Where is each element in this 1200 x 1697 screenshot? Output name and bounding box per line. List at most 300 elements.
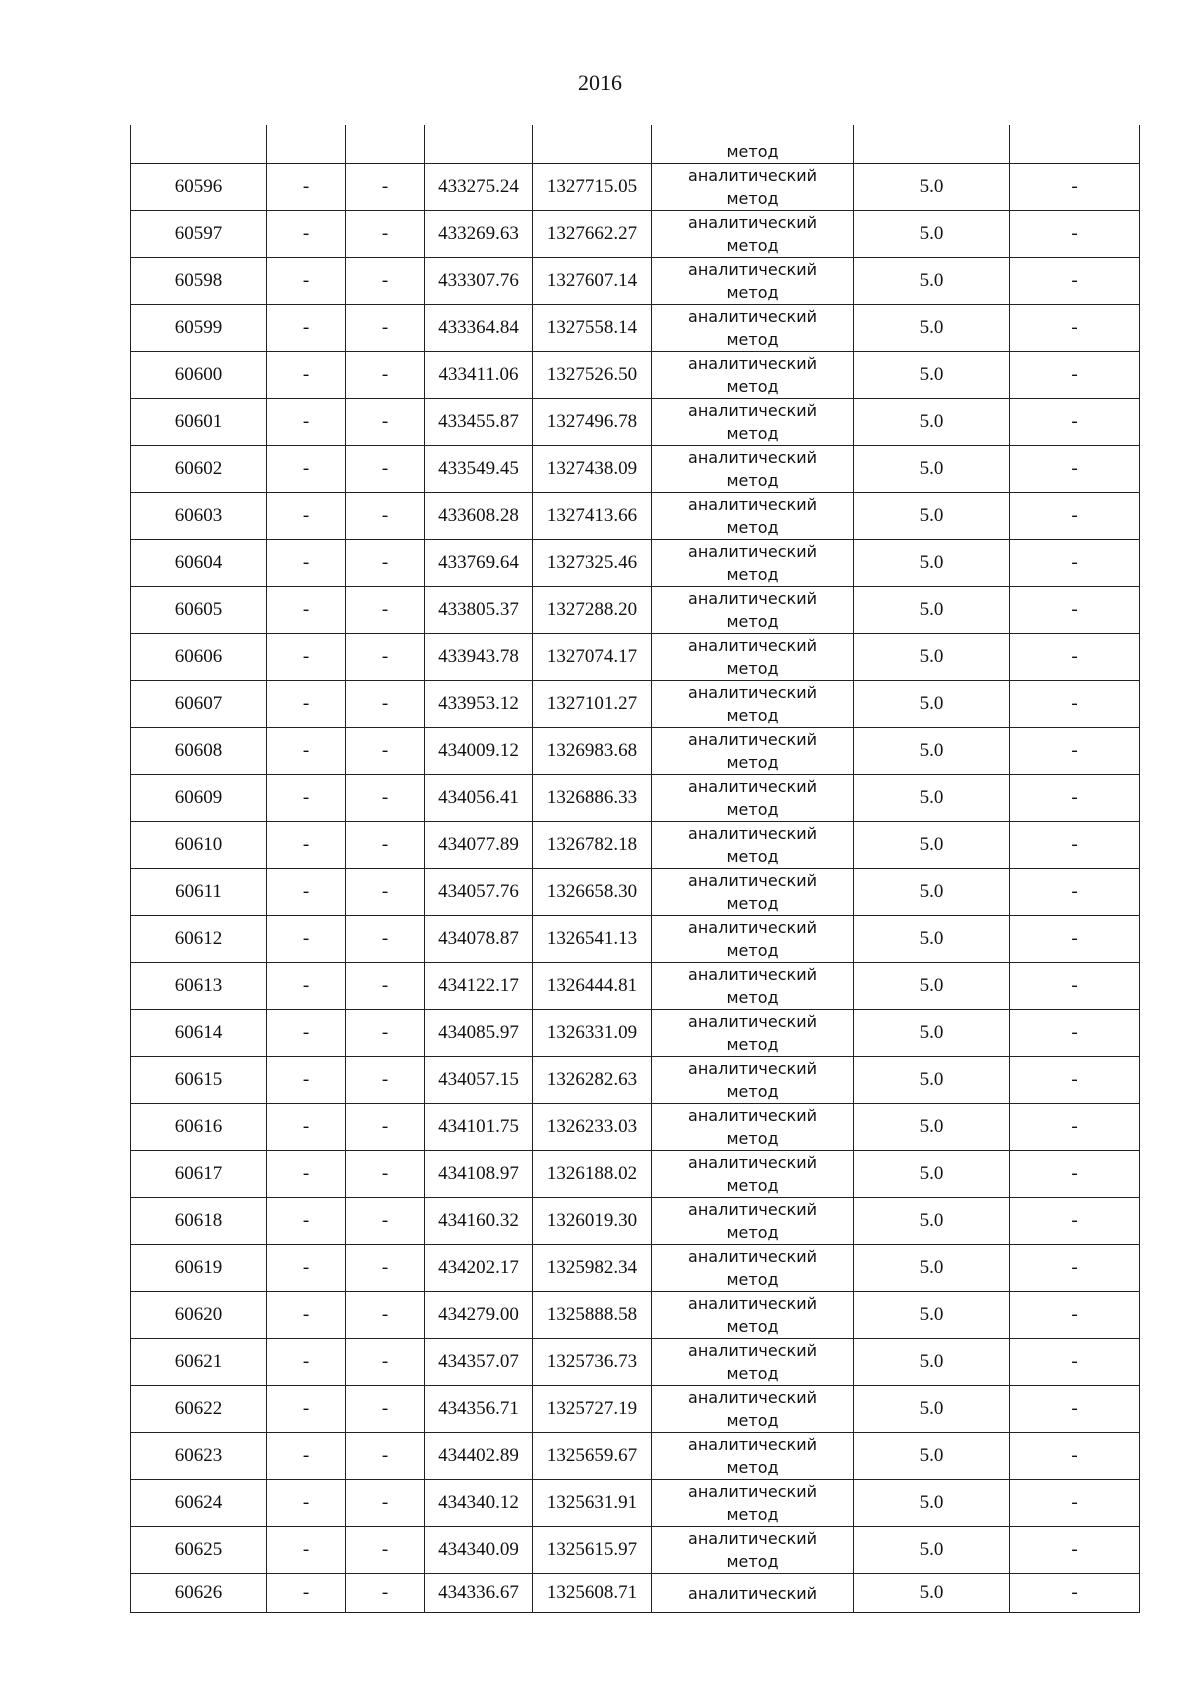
cell-method: [652, 1480, 854, 1527]
cell-y: 1326444.81: [533, 963, 652, 1010]
cell-accuracy: [854, 125, 1010, 164]
table-row: [131, 775, 1140, 822]
cell-accuracy: 5.0: [854, 305, 1010, 352]
cell-col3: -: [346, 1433, 425, 1480]
method-line-1: аналитический: [688, 1388, 817, 1407]
cell-point: 60596: [131, 164, 267, 211]
cell-note: -: [1010, 963, 1140, 1010]
cell-col3: -: [346, 869, 425, 916]
method-line-2: метод: [726, 565, 779, 584]
cell-y: 1325608.71: [533, 1574, 652, 1613]
cell-point: 60613: [131, 963, 267, 1010]
cell-col3: -: [346, 1480, 425, 1527]
cell-note: -: [1010, 822, 1140, 869]
cell-col2: -: [267, 1339, 346, 1386]
cell-col2: -: [267, 1527, 346, 1574]
table-row: [131, 1292, 1140, 1339]
method-line-2: метод: [726, 894, 779, 913]
cell-col3: -: [346, 1104, 425, 1151]
cell-accuracy: 5.0: [854, 1574, 1010, 1613]
cell-x: 434009.12: [425, 728, 533, 775]
cell-accuracy: 5.0: [854, 1292, 1010, 1339]
cell-col3: -: [346, 916, 425, 963]
method-line-2: метод: [726, 1176, 779, 1195]
cell-note: -: [1010, 446, 1140, 493]
table-row: [131, 1339, 1140, 1386]
cell-y: 1326541.13: [533, 916, 652, 963]
cell-col2: -: [267, 822, 346, 869]
cell-x: 433608.28: [425, 493, 533, 540]
cell-method: [652, 1104, 854, 1151]
cell-method: [652, 916, 854, 963]
cell-y: 1325982.34: [533, 1245, 652, 1292]
cell-note: -: [1010, 1245, 1140, 1292]
cell-point: 60620: [131, 1292, 267, 1339]
cell-x: 434085.97: [425, 1010, 533, 1057]
method-line-1: аналитический: [688, 260, 817, 279]
cell-x: 434101.75: [425, 1104, 533, 1151]
cell-note: -: [1010, 587, 1140, 634]
table-row: [131, 258, 1140, 305]
cell-y: 1326782.18: [533, 822, 652, 869]
method-line-1: аналитический: [688, 401, 817, 420]
cell-col2: -: [267, 1386, 346, 1433]
method-line-1: аналитический: [688, 918, 817, 937]
table-row: [131, 1104, 1140, 1151]
cell-col3: [346, 125, 425, 164]
cell-y: 1327662.27: [533, 211, 652, 258]
cell-method: [652, 258, 854, 305]
cell-x: 434122.17: [425, 963, 533, 1010]
cell-col3: -: [346, 305, 425, 352]
cell-accuracy: 5.0: [854, 1057, 1010, 1104]
cell-col3: -: [346, 634, 425, 681]
method-line-1: аналитический: [688, 1059, 817, 1078]
method-line-2: метод: [726, 330, 779, 349]
cell-point: [131, 125, 267, 164]
cell-col3: -: [346, 1386, 425, 1433]
table-row: [131, 728, 1140, 775]
cell-accuracy: 5.0: [854, 1386, 1010, 1433]
cell-note: -: [1010, 1574, 1140, 1613]
cell-point: 60599: [131, 305, 267, 352]
method-line-1: аналитический: [688, 1106, 817, 1125]
cell-method: [652, 681, 854, 728]
cell-method: [652, 540, 854, 587]
method-line-1: аналитический: [688, 1294, 817, 1313]
cell-point: 60604: [131, 540, 267, 587]
cell-x: 434357.07: [425, 1339, 533, 1386]
cell-x: 433953.12: [425, 681, 533, 728]
cell-method: [652, 587, 854, 634]
cell-method: [652, 164, 854, 211]
table-row: [131, 822, 1140, 869]
method-line-2: метод: [726, 236, 779, 255]
method-line-1: аналитический: [688, 1341, 817, 1360]
cell-col2: -: [267, 399, 346, 446]
cell-y: 1326331.09: [533, 1010, 652, 1057]
cell-col2: -: [267, 258, 346, 305]
method-line-2: метод: [726, 1458, 779, 1477]
method-line-2: метод: [726, 706, 779, 725]
cell-col2: -: [267, 1433, 346, 1480]
cell-method: [652, 352, 854, 399]
cell-note: -: [1010, 164, 1140, 211]
cell-accuracy: 5.0: [854, 1433, 1010, 1480]
cell-note: -: [1010, 775, 1140, 822]
cell-y: 1327558.14: [533, 305, 652, 352]
method-line-2: метод: [726, 283, 779, 302]
cell-point: 60618: [131, 1198, 267, 1245]
cell-col2: -: [267, 493, 346, 540]
cell-y: 1325615.97: [533, 1527, 652, 1574]
cell-note: -: [1010, 1151, 1140, 1198]
cell-col2: -: [267, 1292, 346, 1339]
method-line-1: аналитический: [688, 1247, 817, 1266]
cell-accuracy: 5.0: [854, 728, 1010, 775]
cell-y: 1327101.27: [533, 681, 652, 728]
method-line-1: аналитический: [688, 213, 817, 232]
cell-col2: -: [267, 540, 346, 587]
method-line-2: метод: [726, 377, 779, 396]
cell-x: 434202.17: [425, 1245, 533, 1292]
cell-note: -: [1010, 1198, 1140, 1245]
cell-point: 60625: [131, 1527, 267, 1574]
table-row: [131, 1010, 1140, 1057]
method-line-1: аналитический: [688, 589, 817, 608]
table-row: [131, 1480, 1140, 1527]
method-line-2: метод: [726, 518, 779, 537]
cell-y: 1326886.33: [533, 775, 652, 822]
cell-col2: -: [267, 1574, 346, 1613]
method-line-2: метод: [726, 1035, 779, 1054]
cell-method: [652, 125, 854, 164]
method-line-1: аналитический: [688, 1200, 817, 1219]
cell-y: 1325659.67: [533, 1433, 652, 1480]
cell-note: -: [1010, 728, 1140, 775]
cell-x: 433455.87: [425, 399, 533, 446]
method-line-1: аналитический: [688, 730, 817, 749]
method-line-1: аналитический: [688, 636, 817, 655]
cell-accuracy: 5.0: [854, 1339, 1010, 1386]
cell-col2: -: [267, 728, 346, 775]
method-line-1: аналитический: [688, 448, 817, 467]
cell-point: 60597: [131, 211, 267, 258]
cell-y: 1325631.91: [533, 1480, 652, 1527]
method-tail: метод: [726, 142, 779, 161]
cell-col2: -: [267, 1010, 346, 1057]
cell-point: 60607: [131, 681, 267, 728]
table-row: [131, 1574, 1140, 1613]
cell-col3: -: [346, 1151, 425, 1198]
table-row: [131, 399, 1140, 446]
cell-note: -: [1010, 681, 1140, 728]
cell-point: 60600: [131, 352, 267, 399]
cell-method: [652, 399, 854, 446]
cell-x: 434160.32: [425, 1198, 533, 1245]
cell-x: 434078.87: [425, 916, 533, 963]
cell-note: -: [1010, 1292, 1140, 1339]
cell-y: 1326983.68: [533, 728, 652, 775]
cell-point: 60598: [131, 258, 267, 305]
method-line-2: метод: [726, 612, 779, 631]
table-row: [131, 681, 1140, 728]
table-row: [131, 1057, 1140, 1104]
cell-note: -: [1010, 1386, 1140, 1433]
cell-x: 434279.00: [425, 1292, 533, 1339]
cell-x: 433769.64: [425, 540, 533, 587]
cell-point: 60614: [131, 1010, 267, 1057]
method-line-2: метод: [726, 1223, 779, 1242]
cell-note: -: [1010, 493, 1140, 540]
cell-x: 433411.06: [425, 352, 533, 399]
cell-x: 434340.12: [425, 1480, 533, 1527]
cell-point: 60602: [131, 446, 267, 493]
cell-x: 434356.71: [425, 1386, 533, 1433]
table-row: [131, 1527, 1140, 1574]
cell-col2: -: [267, 681, 346, 728]
method-line-2: метод: [726, 659, 779, 678]
cell-note: -: [1010, 916, 1140, 963]
method-line-2: метод: [726, 1364, 779, 1383]
cell-col3: -: [346, 728, 425, 775]
table-row: [131, 869, 1140, 916]
cell-col3: -: [346, 1292, 425, 1339]
cell-y: 1325736.73: [533, 1339, 652, 1386]
cell-accuracy: 5.0: [854, 1198, 1010, 1245]
cell-accuracy: 5.0: [854, 1151, 1010, 1198]
cell-col3: -: [346, 164, 425, 211]
cell-accuracy: 5.0: [854, 1245, 1010, 1292]
cell-y: 1327496.78: [533, 399, 652, 446]
cell-y: 1326188.02: [533, 1151, 652, 1198]
cell-accuracy: 5.0: [854, 1480, 1010, 1527]
cell-col3: -: [346, 587, 425, 634]
cell-point: 60601: [131, 399, 267, 446]
cell-method: [652, 1527, 854, 1574]
table-body: [131, 125, 1140, 1613]
cell-note: -: [1010, 540, 1140, 587]
cell-y: 1327413.66: [533, 493, 652, 540]
table-row: [131, 493, 1140, 540]
cell-col3: -: [346, 1527, 425, 1574]
cell-method: [652, 1574, 854, 1613]
continuation-row: [131, 125, 1140, 164]
cell-method: [652, 1198, 854, 1245]
method-line-2: метод: [726, 1317, 779, 1336]
cell-col2: -: [267, 446, 346, 493]
cell-x: 433549.45: [425, 446, 533, 493]
table-row: [131, 305, 1140, 352]
cell-note: -: [1010, 1527, 1140, 1574]
cell-col3: -: [346, 1574, 425, 1613]
cell-x: 433805.37: [425, 587, 533, 634]
cell-method: [652, 775, 854, 822]
cell-note: -: [1010, 1057, 1140, 1104]
cell-accuracy: 5.0: [854, 963, 1010, 1010]
cell-x: 434336.67: [425, 1574, 533, 1613]
cell-note: -: [1010, 634, 1140, 681]
cell-accuracy: 5.0: [854, 587, 1010, 634]
method-line-1: аналитический: [688, 307, 817, 326]
cell-y: 1327607.14: [533, 258, 652, 305]
cell-method: [652, 211, 854, 258]
cell-col3: -: [346, 258, 425, 305]
method-line-2: метод: [726, 1552, 779, 1571]
method-line-2: метод: [726, 424, 779, 443]
method-line-2: метод: [726, 189, 779, 208]
cell-y: 1327288.20: [533, 587, 652, 634]
cell-point: 60609: [131, 775, 267, 822]
cell-method: [652, 446, 854, 493]
cell-point: 60603: [131, 493, 267, 540]
cell-x: [425, 125, 533, 164]
cell-note: -: [1010, 399, 1140, 446]
cell-point: 60621: [131, 1339, 267, 1386]
cell-point: 60610: [131, 822, 267, 869]
cell-method: [652, 1245, 854, 1292]
method-line-2: метод: [726, 941, 779, 960]
cell-method: [652, 493, 854, 540]
cell-accuracy: 5.0: [854, 164, 1010, 211]
method-line-1: аналитический: [688, 1153, 817, 1172]
cell-method: [652, 1057, 854, 1104]
cell-note: [1010, 125, 1140, 164]
method-line-2: метод: [726, 1270, 779, 1289]
cell-y: 1326658.30: [533, 869, 652, 916]
table-row: [131, 446, 1140, 493]
table-row: [131, 540, 1140, 587]
cell-x: 434057.76: [425, 869, 533, 916]
cell-accuracy: 5.0: [854, 258, 1010, 305]
cell-col3: -: [346, 1057, 425, 1104]
cell-col2: -: [267, 1480, 346, 1527]
cell-method: [652, 1339, 854, 1386]
cell-method: [652, 869, 854, 916]
cell-point: 60615: [131, 1057, 267, 1104]
method-line-1: аналитический: [688, 1012, 817, 1031]
cell-accuracy: 5.0: [854, 1527, 1010, 1574]
method-line-2: метод: [726, 800, 779, 819]
method-line-1: аналитический: [688, 871, 817, 890]
cell-y: 1325888.58: [533, 1292, 652, 1339]
cell-accuracy: 5.0: [854, 540, 1010, 587]
cell-method: [652, 1386, 854, 1433]
cell-method: [652, 1010, 854, 1057]
cell-method: [652, 963, 854, 1010]
cell-accuracy: 5.0: [854, 681, 1010, 728]
cell-note: -: [1010, 305, 1140, 352]
cell-point: 60612: [131, 916, 267, 963]
cell-note: -: [1010, 1104, 1140, 1151]
cell-col3: -: [346, 211, 425, 258]
cell-col2: -: [267, 775, 346, 822]
cell-note: -: [1010, 1339, 1140, 1386]
cell-note: -: [1010, 258, 1140, 305]
cell-method: [652, 1151, 854, 1198]
cell-col3: -: [346, 681, 425, 728]
cell-col2: -: [267, 1104, 346, 1151]
cell-accuracy: 5.0: [854, 822, 1010, 869]
cell-accuracy: 5.0: [854, 352, 1010, 399]
cell-note: -: [1010, 1010, 1140, 1057]
cell-y: 1326282.63: [533, 1057, 652, 1104]
method-line-2: метод: [726, 1411, 779, 1430]
cell-col3: -: [346, 399, 425, 446]
cell-y: 1327438.09: [533, 446, 652, 493]
method-line-2: метод: [726, 1082, 779, 1101]
method-line-1: аналитический: [688, 683, 817, 702]
cell-col3: -: [346, 493, 425, 540]
method-line-1: аналитический: [688, 824, 817, 843]
cell-col2: -: [267, 963, 346, 1010]
method-line-2: метод: [726, 988, 779, 1007]
cell-method: [652, 728, 854, 775]
cell-accuracy: 5.0: [854, 399, 1010, 446]
cell-point: 60605: [131, 587, 267, 634]
table-row: [131, 634, 1140, 681]
method-line-2: метод: [726, 471, 779, 490]
method-line-1: аналитический: [688, 965, 817, 984]
cell-col2: -: [267, 916, 346, 963]
table-row: [131, 587, 1140, 634]
cell-col2: -: [267, 634, 346, 681]
cell-y: 1327526.50: [533, 352, 652, 399]
cell-x: 434340.09: [425, 1527, 533, 1574]
cell-point: 60623: [131, 1433, 267, 1480]
method-line-1: аналитический: [688, 1435, 817, 1454]
cell-note: -: [1010, 869, 1140, 916]
cell-col3: -: [346, 1198, 425, 1245]
cell-note: -: [1010, 1480, 1140, 1527]
method-line-1: аналитический: [688, 495, 817, 514]
method-line-2: метод: [726, 847, 779, 866]
cell-method: [652, 1433, 854, 1480]
method-line-1: аналитический: [688, 1482, 817, 1501]
cell-x: 433275.24: [425, 164, 533, 211]
cell-note: -: [1010, 352, 1140, 399]
cell-x: 434077.89: [425, 822, 533, 869]
method-line-1: аналитический: [688, 1583, 817, 1603]
cell-x: 434057.15: [425, 1057, 533, 1104]
cell-accuracy: 5.0: [854, 634, 1010, 681]
cell-col2: -: [267, 164, 346, 211]
cell-method: [652, 305, 854, 352]
table-row: [131, 1245, 1140, 1292]
cell-col2: -: [267, 1057, 346, 1104]
cell-point: 60611: [131, 869, 267, 916]
cell-y: [533, 125, 652, 164]
cell-col2: -: [267, 587, 346, 634]
table-row: [131, 352, 1140, 399]
cell-x: 433307.76: [425, 258, 533, 305]
table-row: [131, 1151, 1140, 1198]
cell-accuracy: 5.0: [854, 869, 1010, 916]
cell-col2: -: [267, 352, 346, 399]
cell-point: 60608: [131, 728, 267, 775]
method-line-1: аналитический: [688, 777, 817, 796]
cell-accuracy: 5.0: [854, 446, 1010, 493]
cell-y: 1326233.03: [533, 1104, 652, 1151]
table-row: [131, 1433, 1140, 1480]
cell-accuracy: 5.0: [854, 775, 1010, 822]
page-number: 2016: [578, 70, 622, 95]
cell-point: 60617: [131, 1151, 267, 1198]
cell-point: 60626: [131, 1574, 267, 1613]
cell-note: -: [1010, 211, 1140, 258]
cell-col3: -: [346, 446, 425, 493]
cell-col2: -: [267, 869, 346, 916]
